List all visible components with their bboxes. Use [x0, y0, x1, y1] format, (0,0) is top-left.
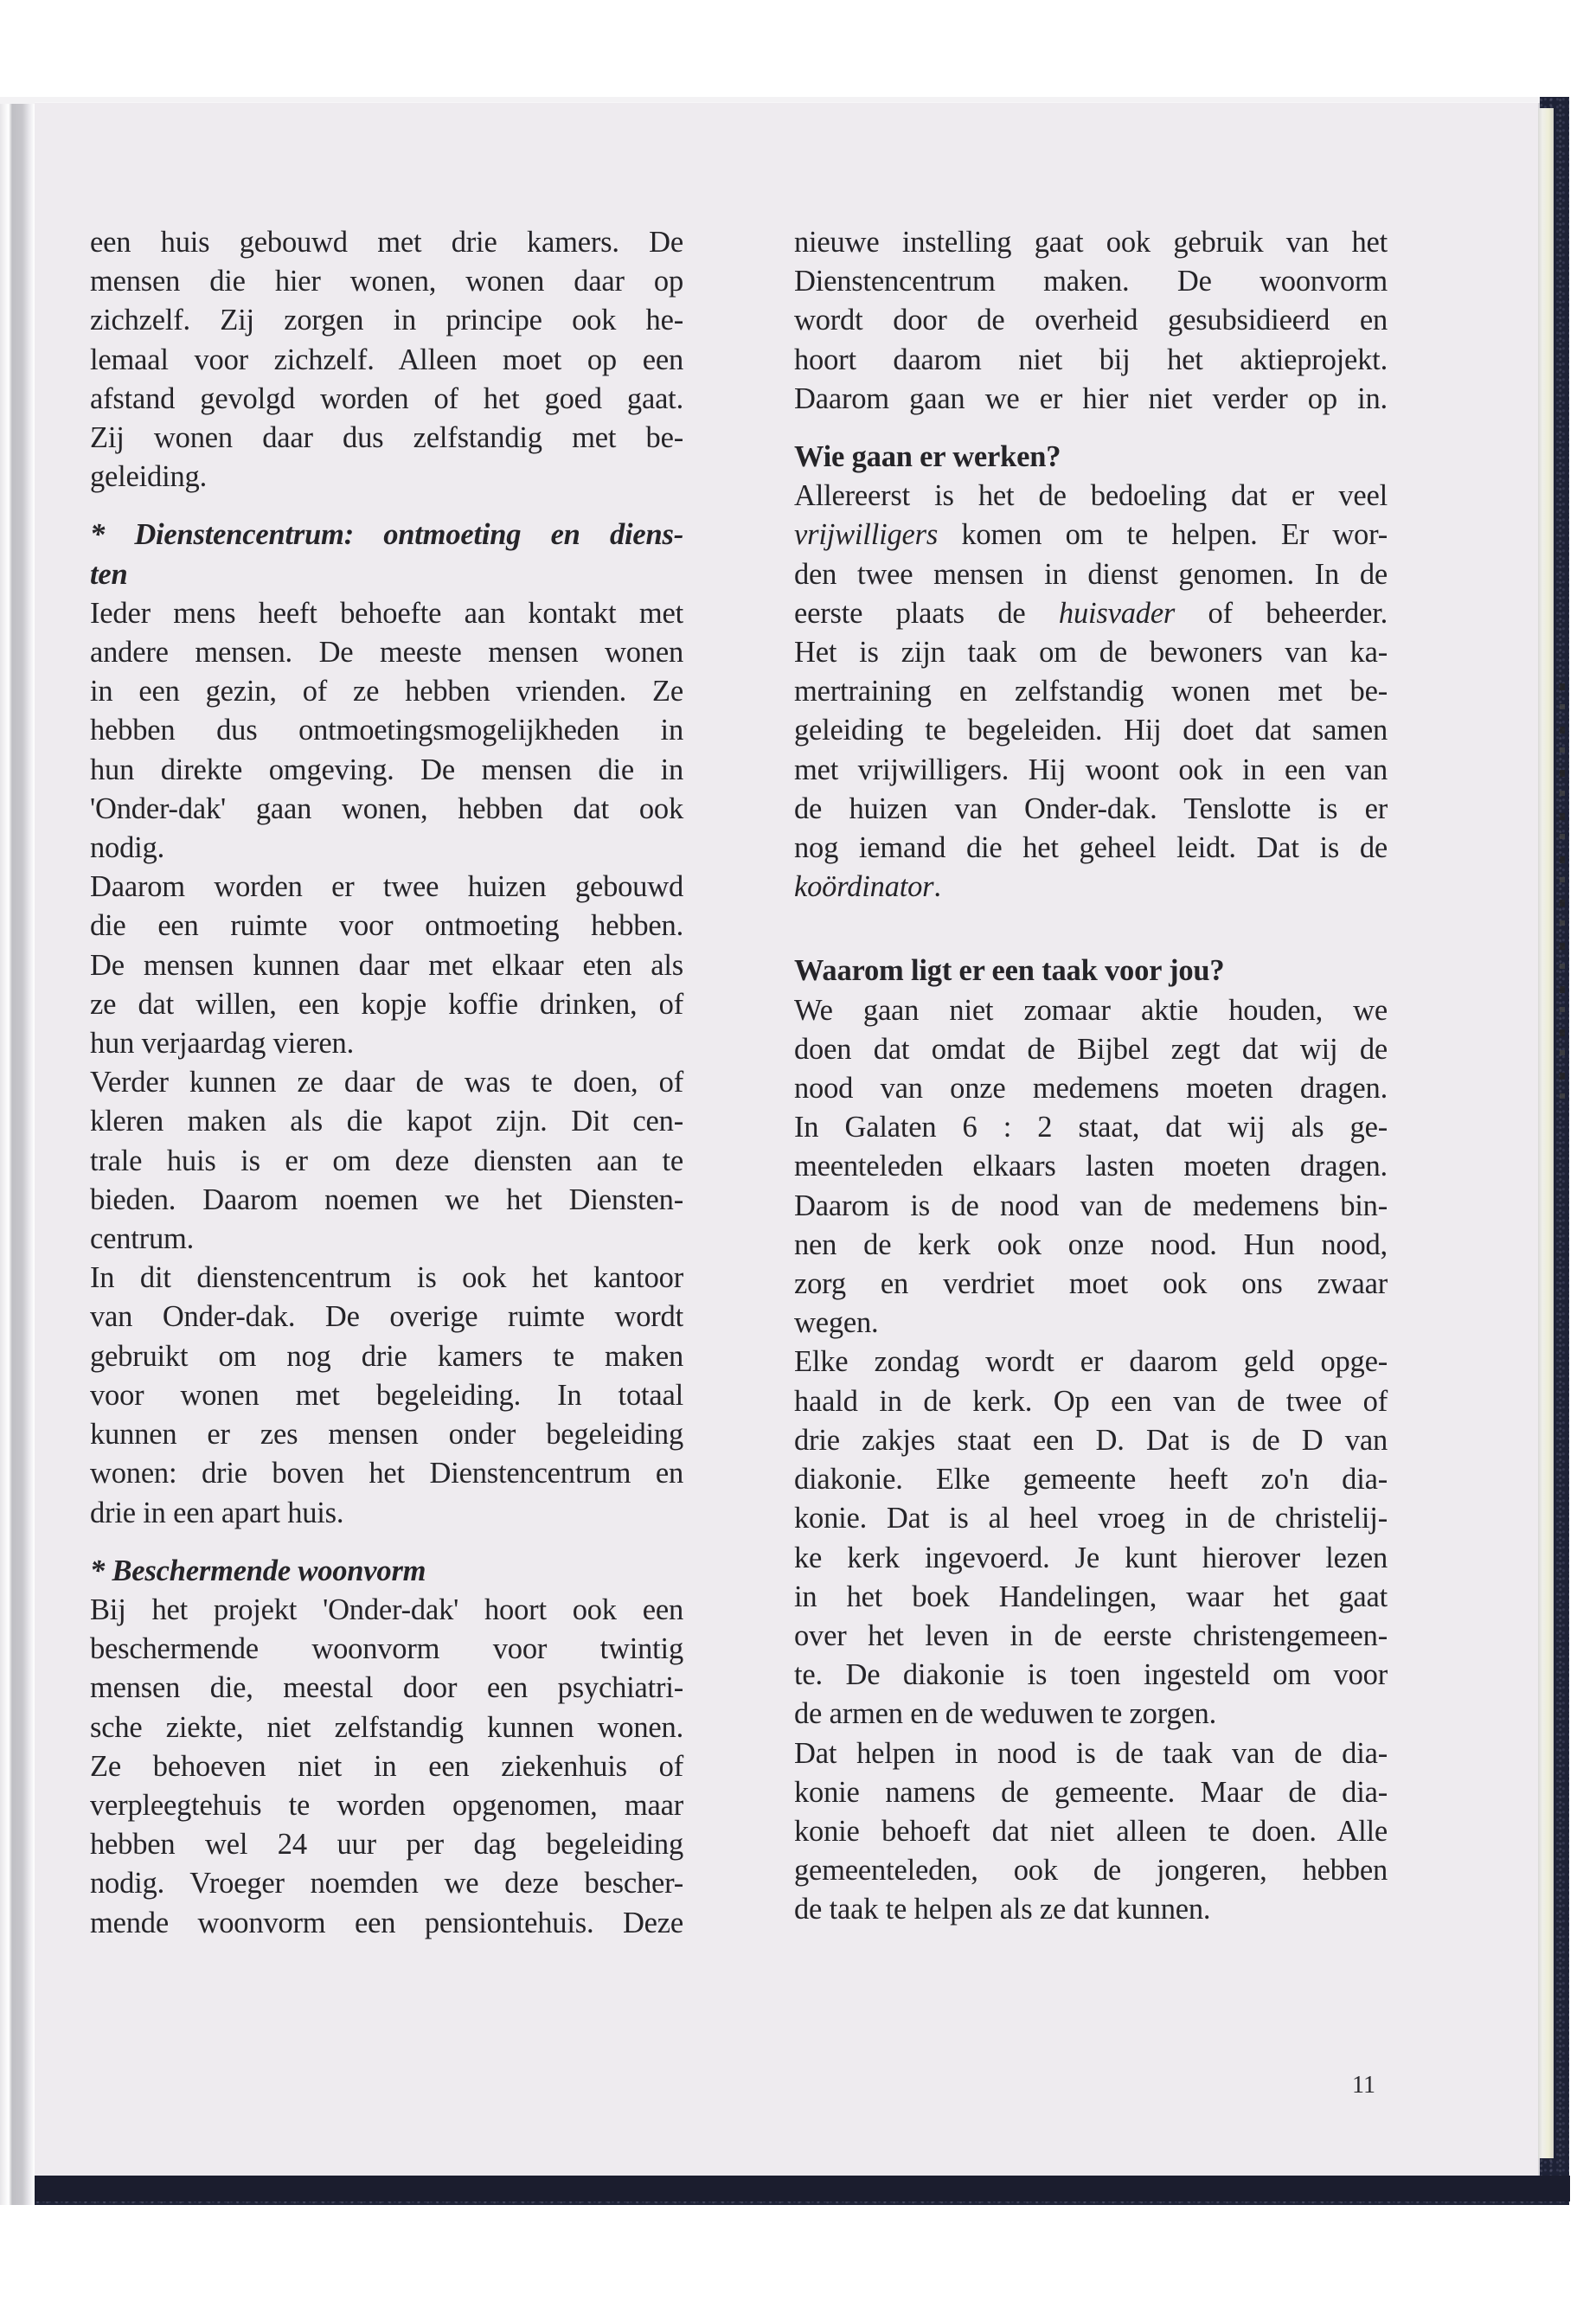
- text-line: nodig.: [90, 831, 165, 865]
- text-line: den twee mensen in dienst genomen. In de: [794, 557, 1388, 591]
- text-line: doen dat omdat de Bijbel zegt dat wij de: [794, 1032, 1388, 1066]
- dienstencentrum-paragraph-2: [90, 868, 683, 1063]
- text-line: nodig. Vroeger noemden we deze bescher-: [90, 1867, 683, 1900]
- text-line: In Galaten 6 : 2 staat, dat wij als ge-: [794, 1111, 1388, 1144]
- text-line: konie. Dat is al heel vroeg in de christelij-: [794, 1502, 1388, 1535]
- heading-wie-gaan-er-werken: Wie gaan er werken?: [794, 440, 1061, 474]
- text-line: Bij het projekt 'Onder-dak' hoort ook een: [90, 1593, 683, 1626]
- text-line: konie namens de gemeente. Maar de dia-: [794, 1775, 1388, 1809]
- text-line: in het boek Handelingen, waar het gaat: [794, 1580, 1388, 1613]
- text-line: konie behoeft dat niet alleen te doen. Alle: [794, 1814, 1388, 1848]
- text-line: hun direkte omgeving. De mensen die in: [90, 753, 683, 786]
- text-line: hebben dus ontmoetingsmogelijkheden in: [90, 714, 683, 747]
- text-line: mensen die, meestal door een psychiatri-: [90, 1671, 683, 1705]
- dienstencentrum-paragraph-1: [90, 594, 683, 868]
- text-line: zorg en verdriet moet ook ons zwaar: [794, 1267, 1388, 1301]
- text-fragment: komen om te helpen. Er wor-: [938, 518, 1388, 552]
- text-line: 'Onder-dak' gaan wonen, hebben dat ook: [90, 792, 683, 825]
- page-stack-edge: [1538, 108, 1554, 2158]
- continuation-paragraph: [794, 223, 1388, 419]
- text-line: diakonie. Elke gemeente heeft zo'n dia-: [794, 1463, 1388, 1497]
- text-line: [794, 868, 1388, 907]
- wie-gaan-er-werken-paragraph: [794, 477, 1388, 907]
- text-line: afstand gevolgd worden of het goed gaat.: [90, 381, 683, 415]
- text-line: geleiding.: [90, 460, 208, 494]
- dienstencentrum-paragraph-3: [90, 1063, 683, 1259]
- text-line: nood van onze medemens moeten dragen.: [794, 1072, 1388, 1106]
- subheading-dienstencentrum: [90, 516, 683, 593]
- text-line: trale huis is er om deze diensten aan te: [90, 1144, 683, 1177]
- text-line: wordt door de overheid gesubsidieerd en: [794, 304, 1388, 337]
- text-line: drie zakjes staat een D. Dat is de D van: [794, 1423, 1388, 1457]
- italic-term: huisvader: [1058, 596, 1176, 630]
- text-line: kunnen er zes mensen onder begeleiding: [90, 1418, 683, 1452]
- text-line: lemaal voor zichzelf. Alleen moet op een: [90, 343, 683, 376]
- dienstencentrum-paragraph-4: [90, 1259, 683, 1532]
- text-line: sche ziekte, niet zelfstandig kunnen wonen.: [90, 1710, 683, 1744]
- heading-waarom-taak: Waarom ligt er een taak voor jou?: [794, 954, 1225, 988]
- text-line: gemeenteleden, ook de jongeren, hebben: [794, 1854, 1388, 1888]
- heading-line: * Dienstencentrum: ontmoeting en diens-: [90, 518, 683, 552]
- text-line: verpleegtehuis te worden opgenomen, maar: [90, 1788, 683, 1822]
- page-edge-marks: [1560, 683, 1565, 1099]
- text-line: andere mensen. De meeste mensen wonen: [90, 636, 683, 670]
- text-line: de huizen van Onder-dak. Tenslotte is er: [794, 792, 1388, 825]
- text-line: haald in de kerk. Op een van de twee of: [794, 1384, 1388, 1418]
- text-line: Daarom is de nood van de medemens bin-: [794, 1189, 1388, 1222]
- text-line: bieden. Daarom noemen we het Diensten-: [90, 1183, 683, 1216]
- text-line: die een ruimte voor ontmoeting hebben.: [90, 909, 683, 943]
- text-line: Daarom worden er twee huizen gebouwd: [90, 870, 683, 904]
- heading-line: ten: [90, 557, 128, 591]
- text-line: Ieder mens heeft behoefte aan kontakt met: [90, 596, 683, 630]
- text-line: [794, 594, 1388, 633]
- text-line: voor wonen met begeleiding. In totaal: [90, 1378, 683, 1412]
- text-line: In dit dienstencentrum is ook het kantoor: [90, 1261, 683, 1295]
- text-line: centrum.: [90, 1222, 195, 1256]
- text-line: geleiding te begeleiden. Hij doet dat samen: [794, 714, 1388, 747]
- text-line: met vrijwilligers. Hij woont ook in een van: [794, 753, 1388, 786]
- text-line: wegen.: [794, 1306, 879, 1340]
- text-line: Elke zondag wordt er daarom geld opge-: [794, 1345, 1388, 1379]
- intro-paragraph: [90, 223, 683, 497]
- text-line: zichzelf. Zij zorgen in principe ook he-: [90, 304, 683, 337]
- text-line: Verder kunnen ze daar de was te doen, of: [90, 1066, 683, 1099]
- book-binding: [0, 97, 35, 2205]
- waarom-paragraph-2: [794, 1343, 1388, 1734]
- cover-bottom-band: [35, 2176, 1570, 2202]
- text-line: De mensen kunnen daar met elkaar eten als: [90, 948, 683, 982]
- text-fragment: of beheerder.: [1175, 596, 1388, 630]
- text-line: hoort daarom niet bij het aktieprojekt.: [794, 343, 1388, 376]
- text-line: de armen en de weduwen te zorgen.: [794, 1697, 1217, 1731]
- text-line: over het leven in de eerste christengemeen-: [794, 1618, 1388, 1652]
- text-line: te. De diakonie is toen ingesteld om voor: [794, 1658, 1388, 1692]
- beschermende-woonvorm-paragraph: [90, 1591, 683, 1943]
- text-line: Dienstencentrum maken. De woonvorm: [794, 265, 1388, 298]
- italic-term: vrijwilligers: [794, 518, 939, 552]
- text-line: hebben wel 24 uur per dag begeleiding: [90, 1828, 683, 1862]
- text-line: ke kerk ingevoerd. Je kunt hierover lezen: [794, 1541, 1388, 1574]
- waarom-paragraph-1: [794, 991, 1388, 1343]
- text-line: Dat helpen in nood is de taak van de dia-: [794, 1736, 1388, 1770]
- text-line: beschermende woonvorm voor twintig: [90, 1632, 683, 1666]
- text-line: ze dat willen, een kopje koffie drinken, of: [90, 987, 683, 1021]
- heading-line: * Beschermende woonvorm: [90, 1554, 426, 1587]
- text-line: van Onder-dak. De overige ruimte wordt: [90, 1300, 683, 1334]
- right-column: [794, 223, 1388, 1930]
- text-line: nog iemand die het geheel leidt. Dat is de: [794, 831, 1388, 865]
- text-line: wonen: drie boven het Dienstencentrum en: [90, 1457, 683, 1490]
- text-line: [794, 516, 1388, 554]
- text-line: hun verjaardag vieren.: [90, 1027, 354, 1061]
- subheading-beschermende-woonvorm: [90, 1552, 683, 1591]
- waarom-paragraph-3: [794, 1734, 1388, 1930]
- text-line: mertraining en zelfstandig wonen met be-: [794, 675, 1388, 708]
- text-fragment: .: [933, 870, 941, 904]
- text-fragment: eerste plaats de: [794, 596, 1059, 630]
- page-number: 11: [1352, 2072, 1375, 2099]
- text-line: gebruikt om nog drie kamers te maken: [90, 1339, 683, 1373]
- text-line: een huis gebouwd met drie kamers. De: [90, 226, 683, 259]
- left-column: [90, 223, 683, 1943]
- text-line: Het is zijn taak om de bewoners van ka-: [794, 636, 1388, 670]
- text-line: mende woonvorm een pensiontehuis. Deze: [90, 1906, 683, 1939]
- text-line: We gaan niet zomaar aktie houden, we: [794, 993, 1388, 1027]
- text-line: Ze behoeven niet in een ziekenhuis of: [90, 1749, 683, 1783]
- text-line: in een gezin, of ze hebben vrienden. Ze: [90, 675, 683, 708]
- text-line: Allereerst is het de bedoeling dat er veel: [794, 479, 1388, 513]
- text-line: meenteleden elkaars lasten moeten dragen.: [794, 1150, 1388, 1183]
- text-line: nieuwe instelling gaat ook gebruik van het: [794, 226, 1388, 259]
- text-line: nen de kerk ook onze nood. Hun nood,: [794, 1227, 1388, 1261]
- text-line: drie in een apart huis.: [90, 1496, 344, 1529]
- text-line: Zij wonen daar dus zelfstandig met be-: [90, 421, 683, 455]
- text-line: de taak te helpen als ze dat kunnen.: [794, 1893, 1211, 1926]
- italic-term: koördinator: [794, 870, 934, 904]
- text-line: kleren maken als die kapot zijn. Dit cen-: [90, 1105, 683, 1138]
- text-line: mensen die hier wonen, wonen daar op: [90, 265, 683, 298]
- text-line: Daarom gaan we er hier niet verder op in.: [794, 381, 1388, 415]
